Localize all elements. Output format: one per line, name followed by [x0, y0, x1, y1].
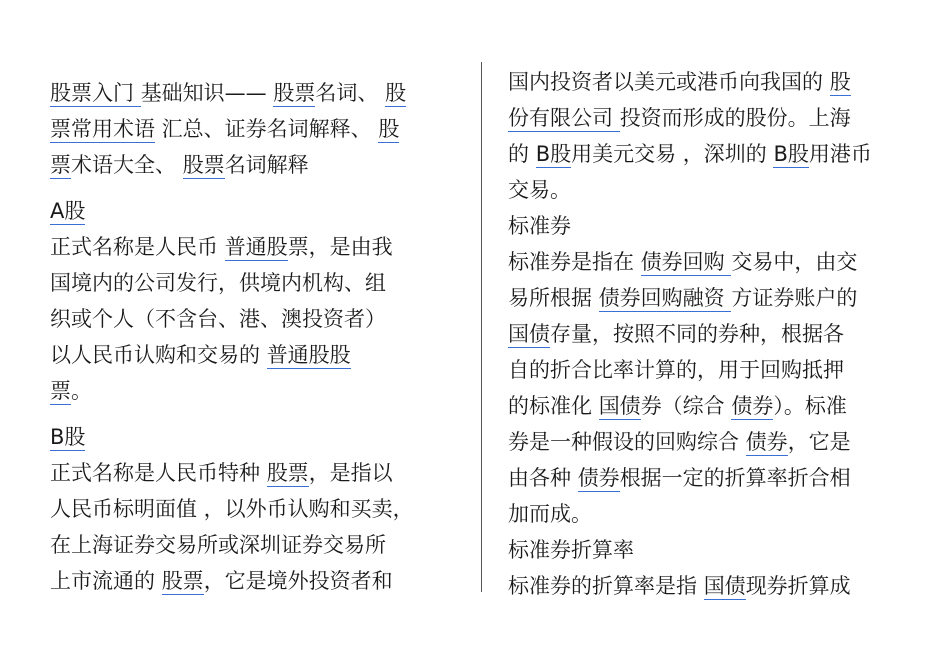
text-segment: 汇总、证券名词解释、: [155, 117, 379, 141]
right-column: [508, 64, 918, 604]
column-divider: [481, 62, 482, 592]
text-segment: 现券折算成: [745, 574, 851, 598]
text-segment: 券（综合: [640, 394, 732, 418]
text-line: [508, 460, 918, 496]
text-segment: 用港币: [808, 142, 872, 166]
text-line: [50, 265, 460, 301]
term-link[interactable]: 股: [385, 81, 407, 105]
text-segment: 国内投资者以美元或港币向我国的: [508, 70, 830, 94]
term-link[interactable]: 股票: [161, 569, 204, 593]
text-segment: 织或个人（不含台、港、澳投资者）: [50, 307, 386, 331]
term-link[interactable]: 股: [378, 117, 400, 141]
paragraph-gap: [50, 409, 460, 419]
text-line: [50, 229, 460, 265]
term-link[interactable]: A股: [50, 199, 86, 223]
text-segment: 由各种: [508, 466, 578, 490]
text-line: [508, 388, 918, 424]
text-segment: 标准券折算率: [508, 538, 634, 562]
text-line: [508, 100, 918, 136]
text-segment: 方证券账户的: [731, 286, 858, 310]
text-segment: 名词解释: [224, 153, 309, 177]
term-link[interactable]: B股: [773, 142, 809, 166]
term-link[interactable]: 票常用术语: [50, 117, 155, 141]
term-link[interactable]: 债券: [577, 466, 620, 490]
text-segment: 在上海证券交易所或深圳证券交易所: [50, 533, 386, 557]
term-link[interactable]: 票: [50, 379, 71, 403]
text-segment: 名词、: [315, 81, 386, 105]
text-line: [508, 424, 918, 460]
term-link[interactable]: B股: [535, 142, 572, 166]
text-line: [50, 563, 460, 599]
text-segment: 以人民币认购和交易的: [50, 343, 267, 367]
text-line: [50, 419, 460, 455]
text-segment: ，它是: [787, 430, 851, 454]
text-line: [50, 301, 460, 337]
text-segment: 标准券是指在: [508, 250, 641, 274]
text-segment: 自的折合比率计算的，用于回购抵押: [508, 358, 844, 382]
term-link[interactable]: 股票: [273, 81, 316, 105]
text-segment: 正式名称是人民币特种: [50, 461, 267, 485]
text-segment: 交易。: [508, 178, 571, 202]
left-column: [50, 75, 460, 599]
text-segment: 易所根据: [508, 286, 599, 310]
text-segment: 基础知识——: [140, 81, 274, 105]
term-link[interactable]: 国债: [598, 394, 641, 418]
text-line: [508, 172, 918, 208]
text-segment: 上市流通的: [50, 569, 162, 593]
text-segment: 的标准化: [508, 394, 599, 418]
text-segment: 用美元交易 ，深圳的: [571, 142, 774, 166]
term-link[interactable]: 债券回购融资: [598, 286, 732, 310]
text-line: [50, 373, 460, 409]
term-link[interactable]: 份有限公司: [508, 106, 620, 130]
term-link[interactable]: B股: [50, 425, 86, 449]
text-segment: 的: [508, 142, 536, 166]
text-line: [508, 64, 918, 100]
text-segment: 存量，按照不同的券种，根据各: [550, 322, 844, 346]
text-segment: 根据一定的折算率折合相: [619, 466, 851, 490]
text-line: [50, 337, 460, 373]
text-segment: 正式名称是人民币: [50, 235, 225, 259]
text-segment: 。: [71, 379, 92, 403]
text-line: [50, 75, 460, 111]
text-line: [50, 111, 460, 147]
term-link[interactable]: 股票入门: [50, 81, 141, 105]
term-link[interactable]: 国债: [703, 574, 746, 598]
text-line: [508, 208, 918, 244]
paragraph-gap: [50, 183, 460, 193]
text-segment: 人民币标明面值 ，以外币认购和买卖，: [50, 497, 414, 521]
text-segment: 标准券的折算率是指: [508, 574, 704, 598]
text-line: [508, 280, 918, 316]
term-link[interactable]: 股票: [266, 461, 309, 485]
text-line: [508, 532, 918, 568]
term-link[interactable]: 普通股: [224, 235, 288, 259]
text-line: [508, 136, 918, 172]
text-line: [50, 147, 460, 183]
term-link[interactable]: 票: [50, 153, 71, 177]
text-line: [508, 244, 918, 280]
text-segment: ，是指以: [308, 461, 393, 485]
text-segment: 术语大全、: [71, 153, 183, 177]
text-line: [50, 491, 460, 527]
text-line: [50, 455, 460, 491]
text-segment: ）。标准: [773, 394, 847, 418]
term-link[interactable]: 债券回购: [640, 250, 732, 274]
text-line: [508, 568, 918, 604]
text-line: [50, 193, 460, 229]
text-line: [50, 527, 460, 563]
term-link[interactable]: 国债: [508, 322, 550, 346]
term-link[interactable]: 股票: [182, 153, 225, 177]
text-segment: ，它是境外投资者和: [203, 569, 393, 593]
term-link[interactable]: 股: [829, 70, 851, 94]
text-segment: 券是一种假设的回购综合: [508, 430, 746, 454]
term-link[interactable]: 债券: [731, 394, 774, 418]
text-segment: 票，是由我: [287, 235, 393, 259]
term-link[interactable]: 普通股股: [266, 343, 351, 367]
text-line: [508, 352, 918, 388]
term-link[interactable]: 债券: [745, 430, 788, 454]
text-segment: 交易中，由交: [731, 250, 858, 274]
text-segment: 加而成。: [508, 502, 592, 526]
text-segment: 国境内的公司发行，供境内机构、组: [50, 271, 386, 295]
text-segment: 标准券: [508, 214, 571, 238]
text-line: [508, 496, 918, 532]
text-line: [508, 316, 918, 352]
text-segment: 投资而形成的股份。上海: [619, 106, 851, 130]
